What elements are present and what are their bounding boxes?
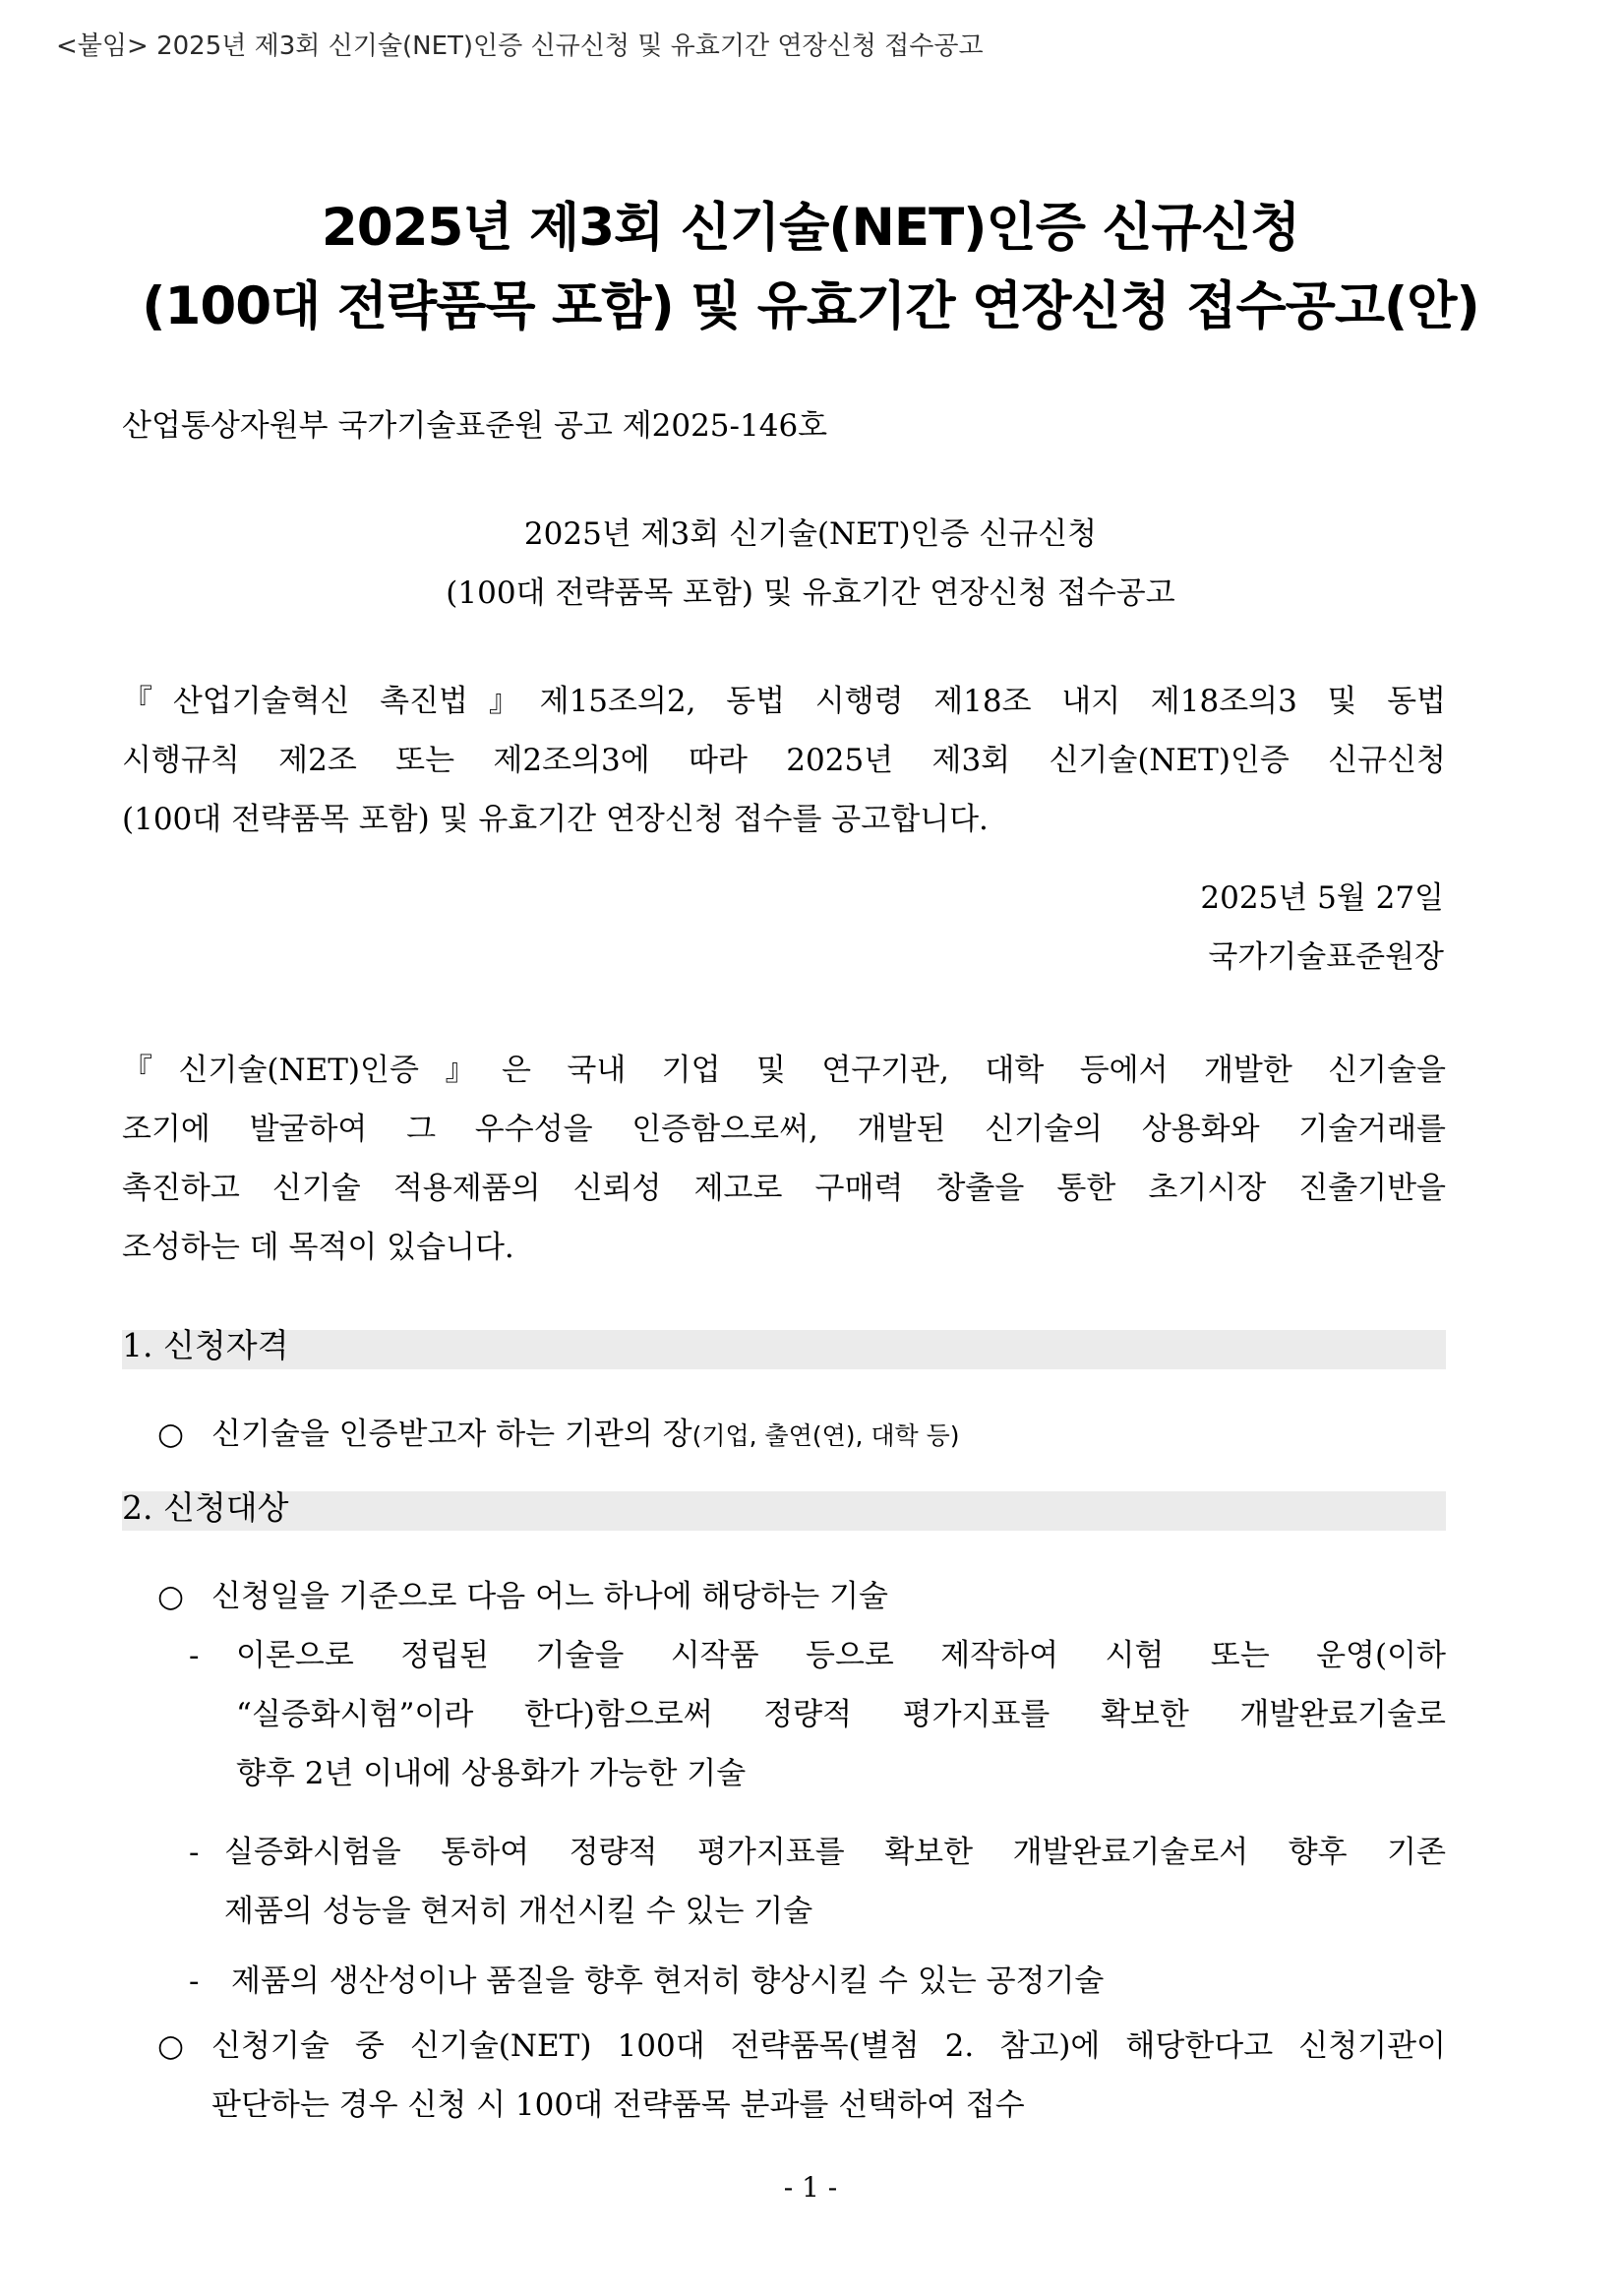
- notice-subtitle-line-2: (100대 전략품목 포함) 및 유효기간 연장신청 접수공고: [446, 575, 1175, 611]
- section-1-header-bar: [122, 1330, 1446, 1369]
- section-2-bullet-1: 신청일을 기준으로 다음 어느 하나에 해당하는 기술: [211, 1579, 888, 1614]
- circle-bullet-icon: ○: [157, 1417, 185, 1452]
- circle-bullet-icon: ○: [157, 2028, 185, 2064]
- purpose-line-3: 촉진하고 신기술 적용제품의 신뢰성 제고로 구매력 창출을 통한 초기시장 진출기반을: [122, 1171, 1446, 1206]
- section-2-bullet-2-line-1: 신청기술 중 신기술(NET) 100대 전략품목(별첨 2. 참고)에 해당한다고 신청기관이: [211, 2028, 1446, 2064]
- main-title-line-1: 2025년 제3회 신기술(NET)인증 신규신청: [321, 198, 1300, 258]
- dash-item-1-line-3: 향후 2년 이내에 상용화가 가능한 기술: [236, 1756, 747, 1791]
- dash-bullet-icon: -: [189, 1835, 200, 1870]
- notice-body-line-2: 시행규칙 제2조 또는 제2조의3에 따라 2025년 제3회 신기술(NET)인증 신규신청: [122, 743, 1446, 778]
- section-1-bullet: [211, 1410, 960, 1461]
- purpose-line-4: 조성하는 데 목적이 있습니다.: [122, 1230, 514, 1265]
- notice-body-line-1: 『산업기술혁신 촉진법』제15조의2, 동법 시행령 제18조 내지 제18조의3 및 동법: [122, 684, 1446, 719]
- section-2-bullet-2-line-2: 판단하는 경우 신청 시 100대 전략품목 분과를 선택하여 접수: [211, 2087, 1025, 2123]
- notice-subtitle-line-1: 2025년 제3회 신기술(NET)인증 신규신청: [523, 516, 1098, 552]
- purpose-line-2: 조기에 발굴하여 그 우수성을 인증함으로써, 개발된 신기술의 상용화와 기술거래를: [122, 1112, 1446, 1147]
- section-1-bullet-text: 신기술을 인증받고자 하는 기관의 장: [211, 1417, 692, 1452]
- dash-bullet-icon: -: [189, 1638, 200, 1673]
- dash-item-2-line-1: 실증화시험을 통하여 정량적 평가지표를 확보한 개발완료기술로서 향후 기존: [224, 1835, 1446, 1870]
- notice-number: 산업통상자원부 국가기술표준원 공고 제2025-146호: [122, 408, 828, 444]
- notice-issuer: 국가기술표준원장: [1208, 939, 1444, 975]
- dash-item-3: 제품의 생산성이나 품질을 향후 현저히 향상시킬 수 있는 공정기술: [231, 1964, 1105, 1999]
- dash-item-2-line-2: 제품의 성능을 현저히 개선시킬 수 있는 기술: [224, 1894, 813, 1929]
- section-2-title: 2. 신청대상: [122, 1488, 289, 1527]
- dash-item-1-line-2: “실증화시험”이라 한다)함으로써 정량적 평가지표를 확보한 개발완료기술로: [236, 1697, 1446, 1732]
- notice-body-line-3: (100대 전략품목 포함) 및 유효기간 연장신청 접수를 공고합니다.: [122, 802, 989, 837]
- attachment-header: <붙임> 2025년 제3회 신기술(NET)인증 신규신청 및 유효기간 연장신청 접수공고: [56, 31, 984, 61]
- section-1-title: 1. 신청자격: [122, 1326, 289, 1364]
- main-title-line-2: (100대 전략품목 포함) 및 유효기간 연장신청 접수공고(안): [142, 276, 1479, 336]
- section-2-header-bar: [122, 1491, 1446, 1531]
- page-number: - 1 -: [783, 2171, 838, 2204]
- notice-date: 2025년 5월 27일: [1200, 880, 1444, 916]
- dash-item-1-line-1: 이론으로 정립된 기술을 시작품 등으로 제작하여 시험 또는 운영(이하: [236, 1638, 1446, 1673]
- circle-bullet-icon: ○: [157, 1579, 185, 1614]
- section-1-bullet-note: (기업, 출연(연), 대학 등): [691, 1421, 960, 1450]
- purpose-line-1: 『신기술(NET)인증』은 국내 기업 및 연구기관, 대학 등에서 개발한 신기술을: [122, 1053, 1446, 1088]
- dash-bullet-icon: -: [189, 1964, 200, 1999]
